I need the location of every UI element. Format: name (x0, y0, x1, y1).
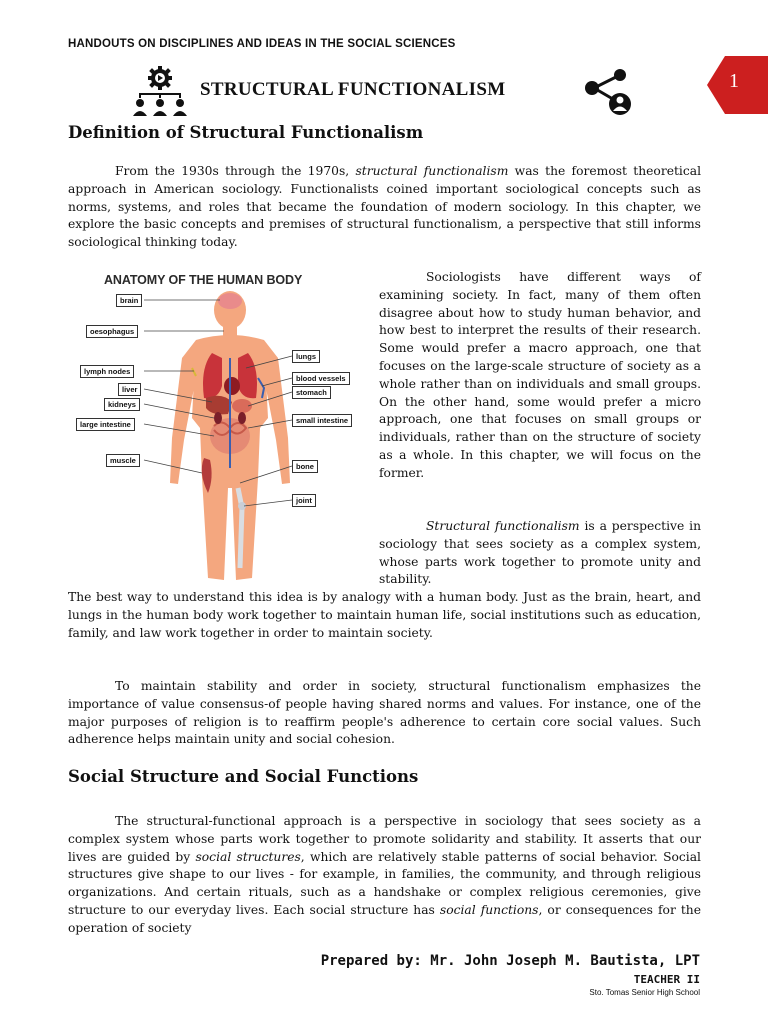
gear-people-icon (130, 66, 190, 122)
section-heading-social-structure: Social Structure and Social Functions (68, 767, 419, 786)
page-title: STRUCTURAL FUNCTIONALISM (200, 79, 506, 100)
paragraph-text: was the foremost theoretical approach in American sociology. Functionalists coined important sociological concepts such as norms, systems, and roles that became the foundation of modern sociology. In this chapter, we explore the basic concepts and premises of structural functionalism, a perspective that still informs sociological thinking today. (68, 164, 701, 250)
label-lungs: lungs (292, 350, 320, 363)
paragraph-stability: To maintain stability and order in society, structural functionalism emphasizes the importance of value consensus-of people having shared norms and values. For instance, one of the major purposes of religion is to reaffirm people's adherence to certain core social values. Such adherence helps maintain unity and social cohesion. (68, 679, 701, 747)
label-joint: joint (292, 494, 316, 507)
page-number: 1 (729, 70, 739, 92)
paragraph-intro (68, 163, 701, 252)
label-oesophagus: oesophagus (86, 325, 138, 338)
figure-title: ANATOMY OF THE HUMAN BODY (104, 273, 303, 287)
teacher-position: TEACHER II (633, 973, 700, 986)
label-muscle: muscle (106, 454, 140, 467)
emphasis-text: Structural functionalism (426, 519, 580, 533)
label-kidneys: kidneys (104, 398, 140, 411)
label-blood-vessels: blood vessels (292, 372, 350, 385)
paragraph-text: , or consequences for the operation of society (68, 902, 701, 935)
label-small-intestine: small intestine (292, 414, 352, 427)
prepared-by: Prepared by: Mr. John Joseph M. Bautista, LPT (320, 953, 700, 969)
handout-header: HANDOUTS ON DISCIPLINES AND IDEAS IN THE SOCIAL SCIENCES (68, 38, 456, 50)
emphasis-text: social functions (439, 902, 539, 917)
paragraph-text: is a perspective in sociology that sees society as a complex system, whose parts work together to promote unity and stability. (379, 519, 701, 587)
label-large-intestine: large intestine (76, 418, 135, 431)
paragraph-text: The structural-functional approach is a perspective in sociology that sees society as a complex system whose parts work together to promote solidarity and stability. It asserts that our lives are guided by (68, 814, 701, 864)
label-liver: liver (118, 383, 141, 396)
anatomy-figure (72, 268, 372, 586)
paragraph-approaches: Sociologists have different ways of examining society. In fact, many of them often disagree about how to study human behavior, and how best to interpret the results of their research. Some would prefer a macro approach, one that focuses on the large-scale structure of society as a whole rather than on individuals and small groups. On the other hand, some would prefer a micro approach, one that focuses on small groups or individuals, rather than on the structure of society as a whole. In this chapter, we will focus on the former. (379, 270, 701, 480)
paragraph-text: , which are relatively stable patterns of social behavior. Social structures give shape to our lives - for example, in families, the community, and through religious organizations. And certain rituals, such as a handshake or complex religious ceremonies, give structure to our everyday lives. Each social structure has (68, 849, 701, 917)
emphasis-text: structural functionalism (355, 164, 509, 178)
emphasis-text: social structures (195, 849, 301, 864)
paragraph-definition-b: The best way to understand this idea is by analogy with a human body. Just as the brain, heart, and lungs in the human body work together to maintain human life, social institutions such as education, family, and law work together in order to maintain society. (68, 590, 701, 640)
share-network-icon (580, 68, 638, 122)
label-stomach: stomach (292, 386, 331, 399)
title-banner (130, 66, 640, 118)
label-bone: bone (292, 460, 318, 473)
label-lymph-nodes: lymph nodes (80, 365, 134, 378)
page-number-flag (707, 56, 768, 114)
school-name: Sto. Tomas Senior High School (589, 988, 700, 997)
paragraph-social-structure (68, 813, 701, 938)
label-brain: brain (116, 294, 142, 307)
section-heading-definition: Definition of Structural Functionalism (68, 123, 424, 142)
paragraph-definition-a (379, 518, 701, 589)
paragraph-text: From the 1930s through the 1970s, (115, 164, 356, 178)
